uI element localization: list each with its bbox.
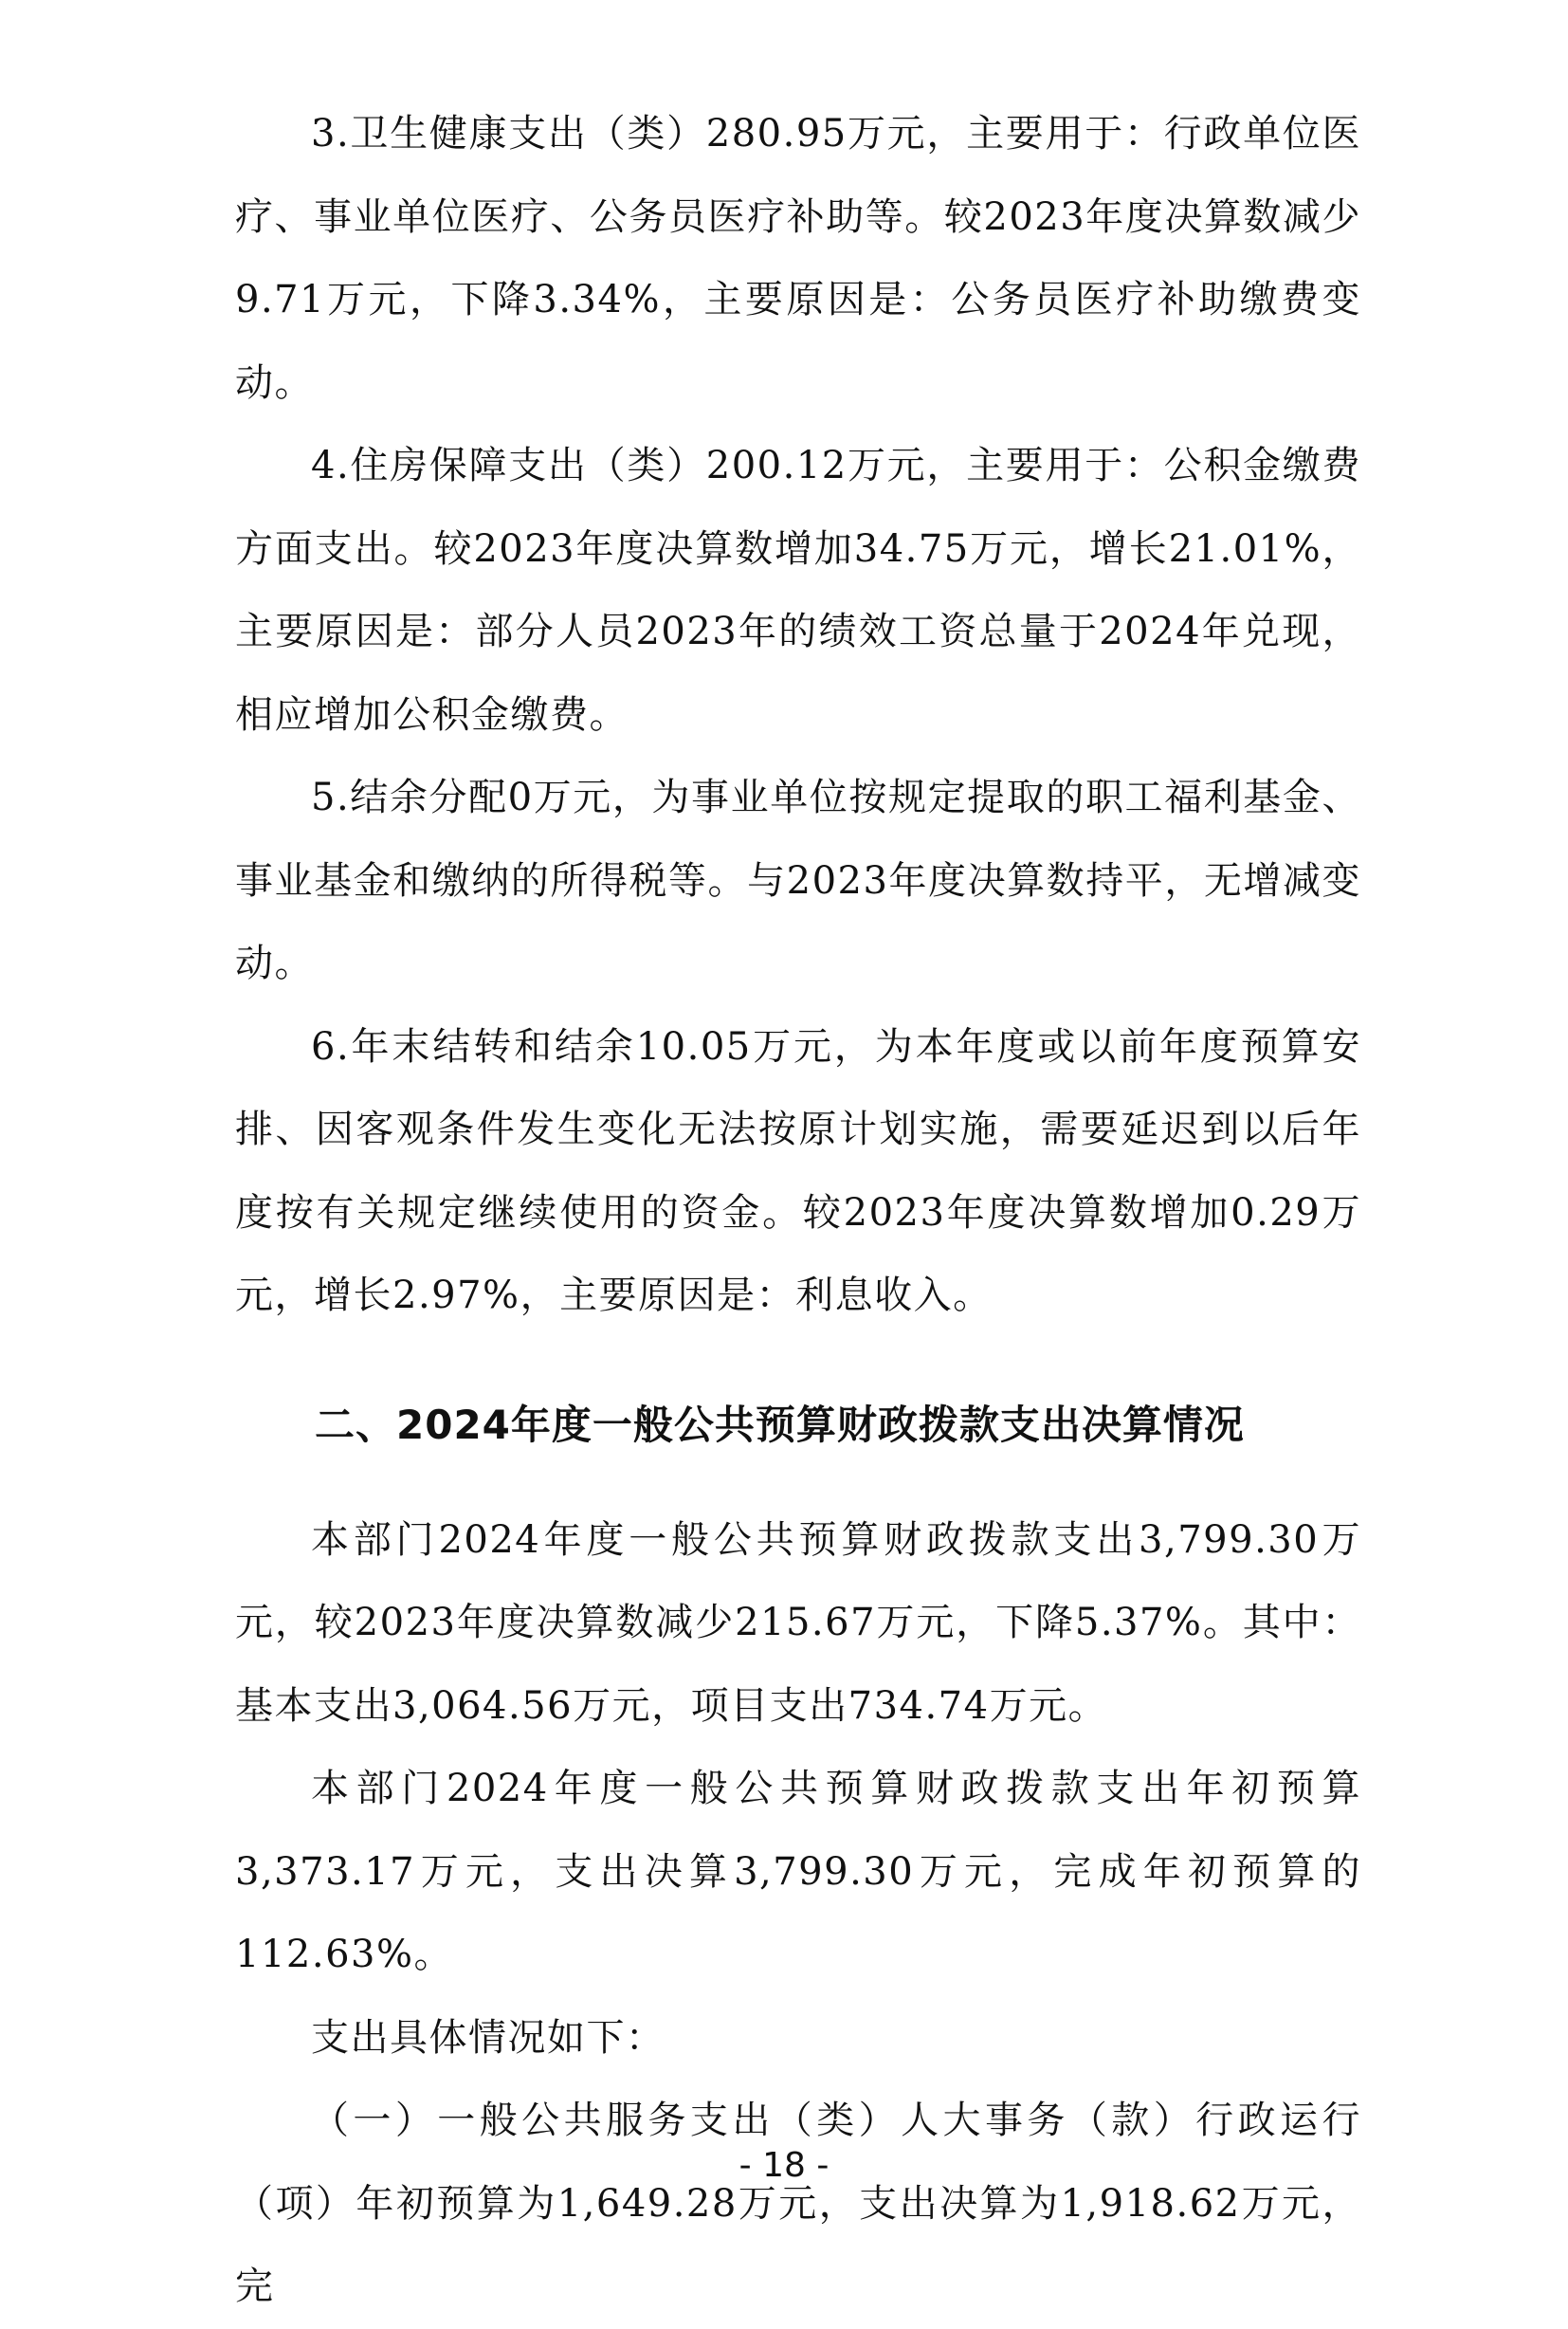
paragraph-total-expenditure: 本部门2024年度一般公共预算财政拨款支出3,799.30万元，较2023年度决算数减少215.67万元，下降5.37%。其中：基本支出3,064.56万元，项目支出734.74万元。 (235, 1517, 1361, 1728)
paragraph-budget-completion: 本部门2024年度一般公共预算财政拨款支出年初预算3,373.17万元，支出决算3,799.30万元，完成年初预算的112.63%。 (235, 1767, 1361, 1976)
section-heading: 二、2024年度一般公共预算财政拨款支出决算情况 (315, 1401, 1245, 1448)
document-body (235, 93, 1361, 2329)
paragraph-housing-expenditure: 4.住房保障支出（类）200.12万元，主要用于：公积金缴费方面支出。较2023年度决算数增加34.75万元，增长21.01%，主要原因是：部分人员2023年的绩效工资总量于2024年兑现，相应增加公积金缴费。 (235, 444, 1361, 737)
paragraph-year-end-balance: 6.年末结转和结余10.05万元，为本年度或以前年度预算安排、因客观条件发生变化无法按原计划实施，需要延迟到以后年度按有关规定继续使用的资金。较2023年度决算数增加0.29万元，增长2.97%，主要原因是：利息收入。 (235, 1024, 1361, 1317)
page-number: - 18 - (738, 2146, 830, 2185)
paragraph-general-public-services: （一）一般公共服务支出（类）人大事务（款）行政运行（项）年初预算为1,649.28万元，支出决算为1,918.62万元，完 (235, 2099, 1361, 2308)
paragraph-health-expenditure: 3.卫生健康支出（类）280.95万元，主要用于：行政单位医疗、事业单位医疗、公务员医疗补助等。较2023年度决算数减少9.71万元，下降3.34%，主要原因是：公务员医疗补助缴费变动。 (235, 112, 1361, 405)
paragraph-details-intro: 支出具体情况如下： (311, 2015, 665, 2060)
paragraph-surplus-distribution: 5.结余分配0万元，为事业单位按规定提取的职工福利基金、事业基金和缴纳的所得税等。与2023年度决算数持平，无增减变动。 (235, 776, 1361, 985)
